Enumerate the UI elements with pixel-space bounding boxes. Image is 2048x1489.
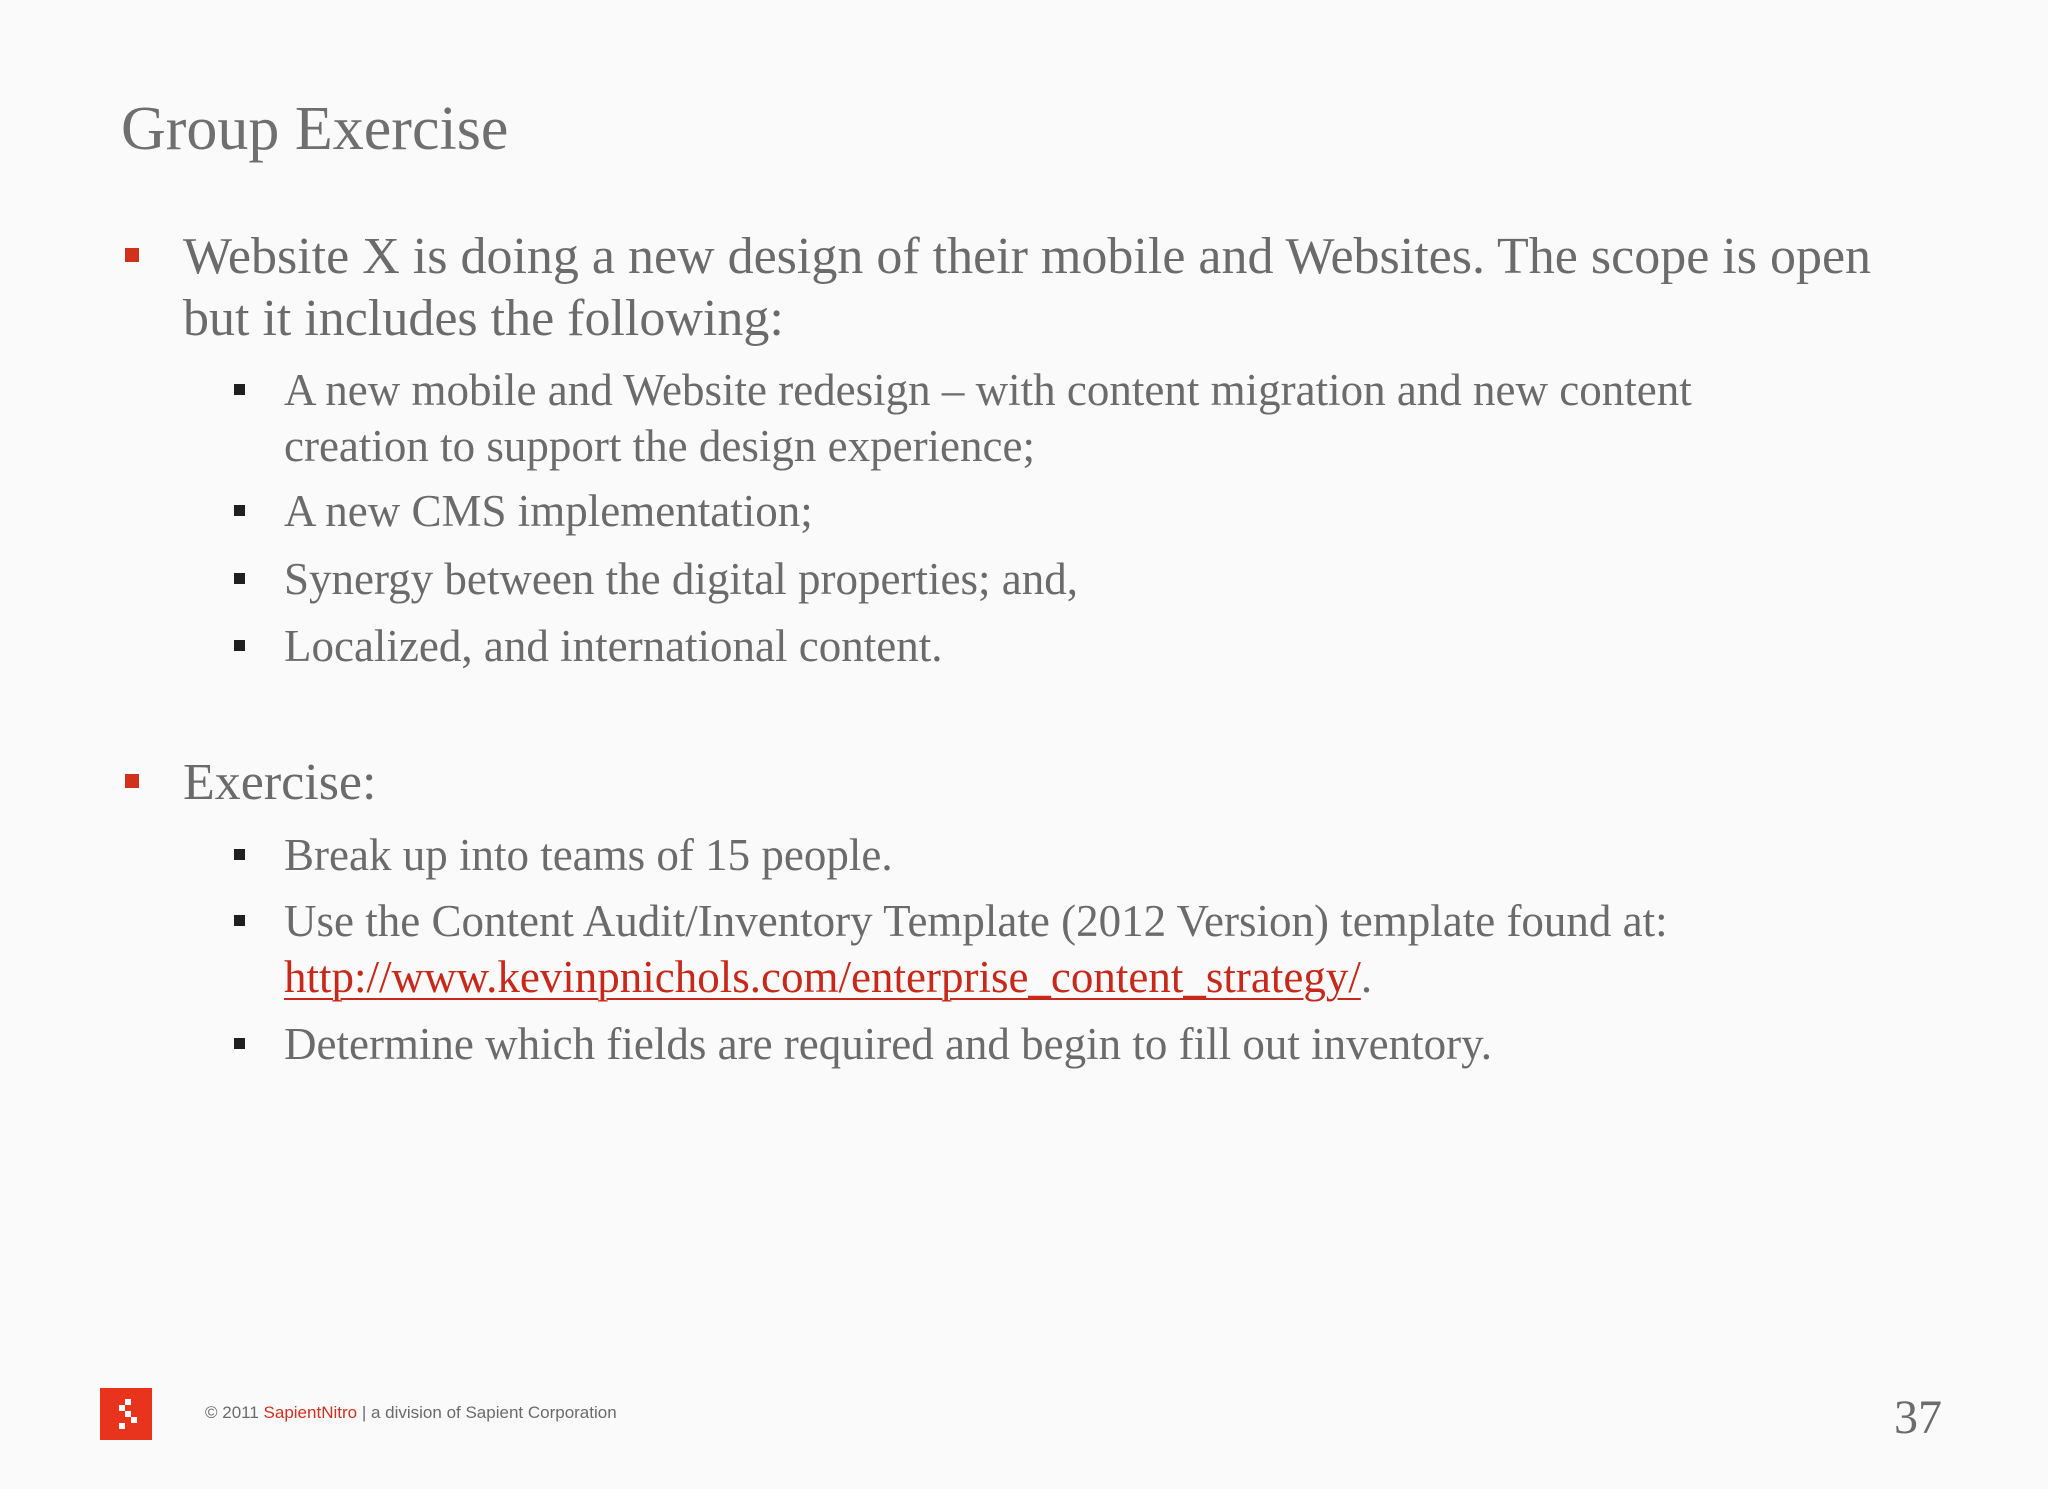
subbullet-template <box>284 893 1904 1005</box>
subbullet-text: Synergy between the digital properties; and, <box>284 554 1078 604</box>
square-bullet-icon <box>234 640 245 651</box>
sapientnitro-logo-icon <box>100 1388 152 1440</box>
subbullet-text: Determine which fields are required and begin to fill out inventory. <box>284 1019 1492 1069</box>
bullet-exercise-text: Exercise: <box>183 754 377 811</box>
square-bullet-icon <box>234 1038 245 1049</box>
subbullet-text: Localized, and international content. <box>284 621 943 671</box>
subbullet-localized <box>284 618 1904 674</box>
subbullet-text: A new mobile and Website redesign – with content migration and new content creation to support the design experience; <box>284 365 1692 471</box>
subbullet-determine <box>284 1016 1904 1072</box>
template-link[interactable]: http://www.kevinpnichols.com/enterprise_content_strategy/ <box>284 952 1361 1002</box>
footer-separator: | <box>357 1403 371 1422</box>
copyright-text: © 2011 <box>205 1403 264 1422</box>
page-number: 37 <box>1894 1391 1942 1444</box>
subbullet-redesign <box>284 362 1824 474</box>
square-bullet-icon <box>234 505 245 516</box>
subbullet-synergy <box>284 551 1904 607</box>
subbullet-teams <box>284 827 1904 883</box>
square-bullet-icon <box>234 384 245 395</box>
footer-copyright <box>205 1403 617 1423</box>
bullet-scope-text: Website X is doing a new design of their mobile and Websites. The scope is open but it includes the following: <box>183 228 1872 347</box>
bullet-exercise <box>183 752 1883 814</box>
red-square-bullet-icon <box>125 774 139 788</box>
subbullet-text: Break up into teams of 15 people. <box>284 830 893 880</box>
bullet-scope <box>183 226 1883 350</box>
slide-title: Group Exercise <box>121 95 509 163</box>
brand-name: SapientNitro <box>263 1403 358 1422</box>
square-bullet-icon <box>234 849 245 860</box>
subbullet-cms <box>284 483 1904 539</box>
square-bullet-icon <box>234 573 245 584</box>
link-suffix: . <box>1360 952 1373 1002</box>
subbullet-text: A new CMS implementation; <box>284 486 813 536</box>
division-text: a division of Sapient Corporation <box>370 1403 617 1422</box>
red-square-bullet-icon <box>125 248 139 262</box>
subbullet-text: Use the Content Audit/Inventory Template (2012 Version) template found at: <box>284 896 1668 946</box>
square-bullet-icon <box>234 915 245 926</box>
